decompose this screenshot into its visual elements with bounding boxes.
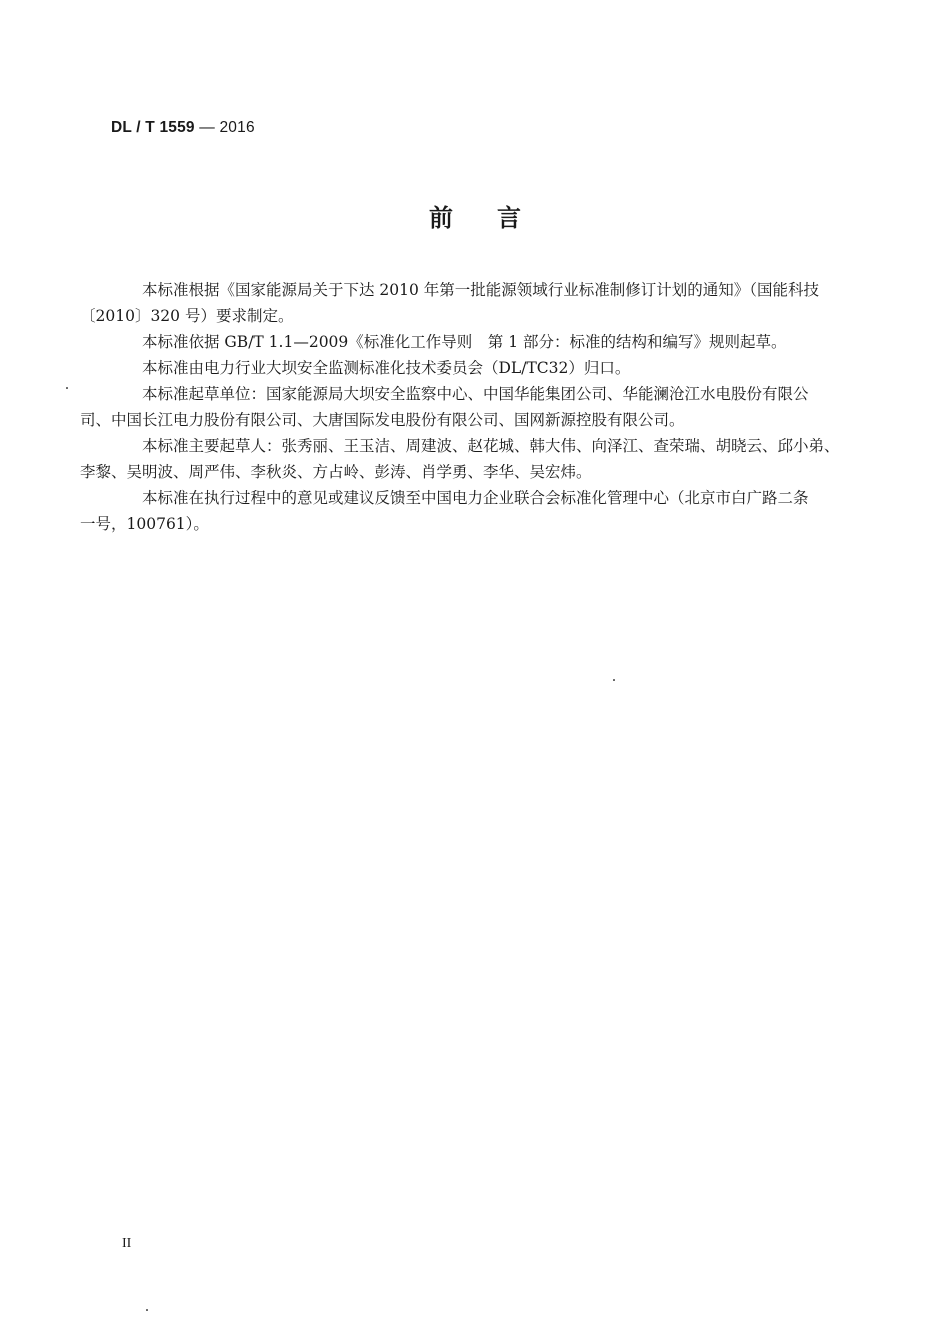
standard-code [111, 119, 255, 137]
standard-number: DL / T 1559 [111, 119, 195, 136]
paragraph-line: 一号，100761）。 [80, 515, 209, 533]
standard-year: — 2016 [194, 119, 255, 136]
paragraph-plan-basis [80, 277, 856, 329]
paragraph-drafters [80, 433, 856, 485]
paragraph-line: 司、中国长江电力股份有限公司、大唐国际发电股份有限公司、国网新源控股有限公司。 [80, 411, 685, 429]
paragraph-drafting-units [80, 381, 856, 433]
paragraph-line: 本标准起草单位：国家能源局大坝安全监察中心、中国华能集团公司、华能澜沧江水电股份有限公 [142, 385, 809, 403]
paragraph-line: 本标准根据《国家能源局关于下达 2010 年第一批能源领域行业标准制修订计划的通知》（国能科技 [142, 281, 820, 299]
paragraph-line: 本标准主要起草人：张秀丽、王玉洁、周建波、赵花城、韩大伟、向泽江、查荣瑞、胡晓云、邱小弟、 [142, 437, 840, 455]
scan-speck [146, 1309, 148, 1311]
scan-speck [66, 387, 68, 389]
paragraph-line: 〔2010〕320 号）要求制定。 [80, 307, 294, 325]
foreword-body [80, 277, 856, 537]
page-number: II [122, 1236, 132, 1251]
scan-speck [613, 679, 615, 681]
paragraph-drafting-rules [111, 329, 856, 355]
paragraph-committee [111, 355, 856, 381]
paragraph-feedback [80, 485, 856, 537]
paragraph-line: 本标准由电力行业大坝安全监测标准化技术委员会（DL/TC32）归口。 [142, 359, 631, 377]
page-title: 前言 [429, 204, 565, 232]
paragraph-line: 本标准依据 GB/T 1.1—2009《标准化工作导则 第 1 部分：标准的结构和编写》规则起草。 [142, 333, 787, 351]
paragraph-line: 本标准在执行过程中的意见或建议反馈至中国电力企业联合会标准化管理中心（北京市白广路二条 [142, 489, 809, 507]
paragraph-line: 李黎、吴明波、周严伟、李秋炎、方占岭、彭涛、肖学勇、李华、吴宏炜。 [80, 463, 592, 481]
